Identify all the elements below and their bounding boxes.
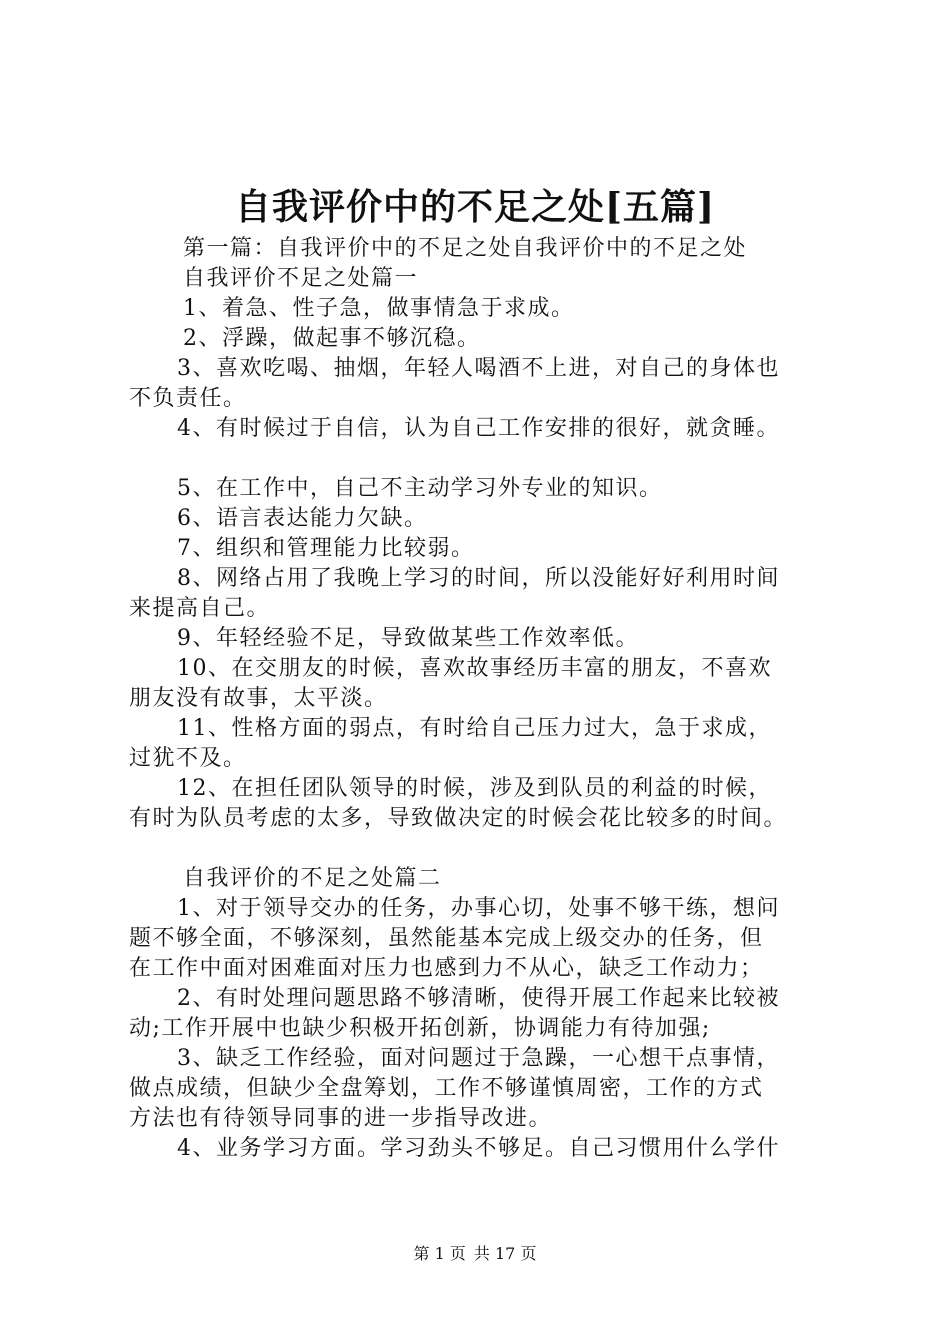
paragraph-line: 11、性格方面的弱点，有时给自己压力过大，急于求成， — [177, 716, 772, 741]
paragraph-line: 4、有时候过于自信，认为自己工作安排的很好，就贪睡。 — [177, 416, 780, 441]
page-number: 第 1 页 — [413, 1244, 466, 1263]
document-title: 自我评价中的不足之处[五篇] — [234, 186, 716, 228]
blank-line — [129, 444, 844, 474]
paragraph-line: 9、年轻经验不足，导致做某些工作效率低。 — [177, 626, 639, 651]
paragraph-line: 5、在工作中，自己不主动学习外专业的知识。 — [177, 476, 663, 501]
subsection-heading-1: 自我评价不足之处篇一 — [183, 266, 419, 291]
paragraph-line: 2、浮躁，做起事不够沉稳。 — [183, 326, 481, 351]
paragraph-line: 6、语言表达能力欠缺。 — [177, 506, 428, 531]
paragraph-line: 8、网络占用了我晚上学习的时间，所以没能好好利用时间 — [177, 566, 780, 591]
subsection-heading-2: 自我评价的不足之处篇二 — [183, 866, 442, 891]
paragraph-line: 3、喜欢吃喝、抽烟，年轻人喝酒不上进，对自己的身体也 — [177, 356, 780, 381]
total-pages: 共 17 页 — [473, 1244, 537, 1263]
paragraph-line: 不负责任。 — [129, 386, 247, 411]
page-footer — [0, 1243, 950, 1265]
paragraph-line: 做点成绩，但缺少全盘筹划，工作不够谨慎周密，工作的方式 — [129, 1076, 764, 1101]
paragraph-line: 来提高自己。 — [129, 596, 271, 621]
paragraph-line: 在工作中面对困难面对压力也感到力不从心，缺乏工作动力； — [129, 956, 764, 981]
paragraph-line: 方法也有待领导同事的进一步指导改进。 — [129, 1106, 553, 1131]
document-body — [129, 234, 844, 1164]
paragraph-line: 7、组织和管理能力比较弱。 — [177, 536, 475, 561]
paragraph-line: 1、着急、性子急，做事情急于求成。 — [183, 296, 575, 321]
paragraph-line: 1、对于领导交办的任务，办事心切，处事不够干练，想问 — [177, 896, 780, 921]
paragraph-line: 有时为队员考虑的太多，导致做决定的时候会花比较多的时间。 — [129, 806, 788, 831]
paragraph-line: 过犹不及。 — [129, 746, 247, 771]
paragraph-line: 4、业务学习方面。学习劲头不够足。自己习惯用什么学什 — [177, 1136, 780, 1161]
blank-line — [129, 834, 844, 864]
paragraph-line: 10、在交朋友的时候，喜欢故事经历丰富的朋友，不喜欢 — [177, 656, 772, 681]
paragraph-line: 题不够全面，不够深刻，虽然能基本完成上级交办的任务，但 — [129, 926, 764, 951]
paragraph-line: 3、缺乏工作经验，面对问题过于急躁，一心想干点事情， — [177, 1046, 780, 1071]
paragraph-line: 12、在担任团队领导的时候，涉及到队员的利益的时候， — [177, 776, 772, 801]
section-heading-1: 第一篇：自我评价中的不足之处自我评价中的不足之处 — [183, 236, 748, 261]
paragraph-line: 动;工作开展中也缺少积极开拓创新，协调能力有待加强; — [129, 1016, 711, 1041]
paragraph-line: 朋友没有故事，太平淡。 — [129, 686, 388, 711]
paragraph-line: 2、有时处理问题思路不够清晰，使得开展工作起来比较被 — [177, 986, 780, 1011]
